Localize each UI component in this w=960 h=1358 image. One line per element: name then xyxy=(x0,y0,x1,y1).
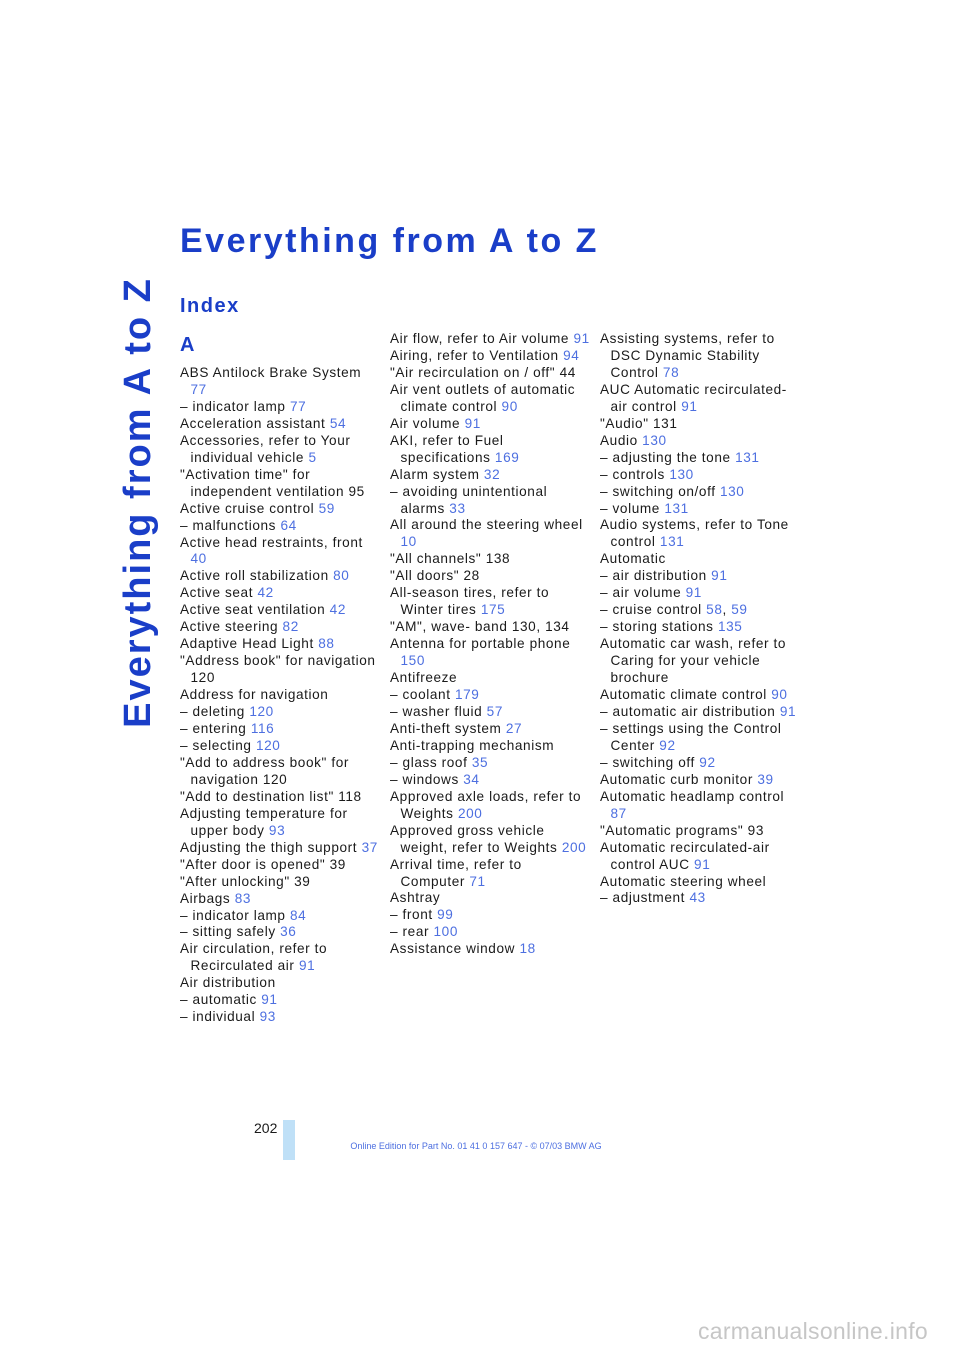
index-entry-text: Automatic car wash, refer to Caring for your vehicle brochure xyxy=(600,636,787,686)
index-entry-text: AUC Automatic recirculated-air control xyxy=(600,381,787,414)
index-entry xyxy=(600,704,800,721)
index-entry-text: – entering xyxy=(180,721,247,737)
index-entry-text: – sitting safely xyxy=(180,924,276,940)
page-reference-link[interactable]: 93 xyxy=(268,822,286,838)
index-entry xyxy=(390,890,590,907)
index-entry xyxy=(600,331,800,382)
index-entry xyxy=(180,636,380,653)
page-reference-link[interactable]: 99 xyxy=(437,907,454,923)
index-entry-text: Automatic steering wheel xyxy=(600,873,767,889)
index-entry-text: – individual xyxy=(180,1009,256,1025)
index-entry xyxy=(180,687,380,704)
index-entry xyxy=(600,484,800,501)
page-reference-link[interactable]: 54 xyxy=(329,415,347,431)
index-entry-text: Anti-theft system xyxy=(390,720,502,736)
page-reference-link[interactable]: 82 xyxy=(282,619,299,635)
index-entry-text: Airbags xyxy=(180,890,231,906)
index-entry-text: – malfunctions xyxy=(180,517,277,533)
index-entry-text: Acceleration assistant xyxy=(180,415,326,431)
page-reference-link[interactable]: 33 xyxy=(449,500,466,516)
page-marker-bar xyxy=(283,1120,295,1160)
index-entry xyxy=(180,467,380,501)
index-entry-text: – storing stations xyxy=(600,619,714,635)
page-reference-link[interactable]: 92 xyxy=(659,737,676,753)
page-reference-link[interactable]: 100 xyxy=(433,924,458,940)
index-entry-text: – air volume xyxy=(600,585,682,601)
index-entry xyxy=(390,755,590,772)
index-entry-text: Active roll stabilization xyxy=(180,568,329,584)
page-reference-link[interactable]: 57 xyxy=(486,703,503,719)
index-entry-text: "All channels" 138 xyxy=(390,551,511,567)
index-entry xyxy=(180,738,380,755)
index-entry xyxy=(600,433,800,450)
page-reference-link[interactable]: 87 xyxy=(610,805,627,821)
index-entry-text: – settings using the Control Center xyxy=(600,720,782,753)
index-entry-text: – windows xyxy=(390,771,459,787)
page-reference-link[interactable]: 34 xyxy=(463,771,480,787)
page-reference-link[interactable]: 18 xyxy=(519,941,536,957)
index-entry xyxy=(180,399,380,416)
index-entry xyxy=(180,806,380,840)
index-entry xyxy=(390,789,590,823)
index-entry xyxy=(390,619,590,636)
page-reference-link[interactable]: 88 xyxy=(318,636,335,652)
online-edition-text: Online Edition for Part No. 01 41 0 157 647 - © 07/03 BMW AG xyxy=(350,1141,602,1151)
page-reference-link[interactable]: 40 xyxy=(190,551,207,567)
page-reference-link[interactable]: 83 xyxy=(234,890,252,906)
index-entry-text: Active seat ventilation xyxy=(180,602,326,618)
index-entry-text: "Audio" 131 xyxy=(600,415,678,431)
index-entry xyxy=(600,874,800,891)
index-entry xyxy=(390,636,590,670)
page-reference-link[interactable]: 131 xyxy=(664,500,689,516)
index-entry-text: Air circulation, refer to Recirculated air xyxy=(180,941,328,974)
index-entry xyxy=(180,602,380,619)
page-reference-link[interactable]: 120 xyxy=(249,704,274,720)
page-reference-link[interactable]: 130 xyxy=(642,432,667,448)
page-reference-link[interactable]: 91 xyxy=(779,703,797,719)
index-entry-text: AKI, refer to Fuel specifications xyxy=(390,432,504,465)
index-entry-text: – adjustment xyxy=(600,890,686,906)
index-entry xyxy=(180,975,380,992)
page-number: 202 xyxy=(254,1120,278,1136)
index-entry xyxy=(180,568,380,585)
index-entry xyxy=(600,501,800,518)
page-reference-link[interactable]: 37 xyxy=(361,839,378,855)
page-reference-link[interactable]: 91 xyxy=(298,958,316,974)
side-tab-title-text: Everything from A to Z xyxy=(116,276,159,728)
page-reference-link[interactable]: 77 xyxy=(289,398,307,414)
index-entry-text: – controls xyxy=(600,466,665,482)
index-entry-text: Alarm system xyxy=(390,466,480,482)
page-reference-link[interactable]: 91 xyxy=(685,585,702,601)
page-reference-link[interactable]: 27 xyxy=(505,720,523,736)
page-reference-link[interactable]: 179 xyxy=(454,687,480,703)
index-entry-text: Accessories, refer to Your individual vehicle xyxy=(180,432,351,465)
index-entry xyxy=(600,551,800,568)
page-reference-link[interactable]: 5 xyxy=(308,449,317,465)
index-entry xyxy=(600,517,800,551)
page-reference-link[interactable]: 39 xyxy=(757,771,774,787)
index-entry xyxy=(390,365,590,382)
index-entry xyxy=(390,670,590,687)
index-entry xyxy=(600,568,800,585)
index-entry-text: ABS Antilock Brake System xyxy=(180,365,362,380)
page-reference-link[interactable]: 150 xyxy=(400,653,425,669)
index-entry xyxy=(390,857,590,891)
index-entry-text: "After door is opened" 39 xyxy=(180,856,346,872)
side-tab-title xyxy=(108,232,168,772)
index-entry-text: Arrival time, refer to Computer xyxy=(390,856,522,889)
index-entry xyxy=(180,704,380,721)
page-reference-link[interactable]: 78 xyxy=(662,364,680,380)
index-entry-text: "Add to destination list" 118 xyxy=(180,788,362,804)
page-reference-link[interactable]: 59 xyxy=(318,500,335,516)
index-entry xyxy=(390,517,590,551)
index-entry xyxy=(390,433,590,467)
section-title: Index xyxy=(180,295,240,317)
page-title: Everything from A to Z xyxy=(180,222,599,260)
index-entry xyxy=(600,789,800,823)
page-reference-link[interactable]: 91 xyxy=(694,856,711,872)
page-reference-link[interactable]: 43 xyxy=(689,890,706,906)
index-entry-text: – coolant xyxy=(390,687,451,703)
page-reference-link[interactable]: 91 xyxy=(573,331,590,346)
index-entry-text: Antenna for portable phone xyxy=(390,636,571,652)
index-entry-text: Automatic recirculated-air control AUC xyxy=(600,839,770,872)
index-entry xyxy=(600,890,800,907)
index-entry-text: Approved gross vehicle weight, refer to Weights xyxy=(390,822,558,855)
index-entry xyxy=(390,907,590,924)
index-entry-text: Audio xyxy=(600,432,638,448)
index-entry-text: Approved axle loads, refer to Weights xyxy=(390,788,582,821)
index-entry-text: "Activation time" for independent ventilation 95 xyxy=(180,466,365,499)
index-entry-text: Active head restraints, front xyxy=(180,534,363,550)
index-entry-text: – switching off xyxy=(600,754,695,770)
page-reference-link[interactable]: 80 xyxy=(333,568,350,584)
index-entry-text: – indicator lamp xyxy=(180,398,286,414)
index-entry xyxy=(600,721,800,755)
index-entry xyxy=(390,484,590,518)
index-entry xyxy=(180,908,380,925)
page-reference-link[interactable]: 84 xyxy=(289,907,307,923)
index-entry xyxy=(600,823,800,840)
index-entry-text: Automatic headlamp control xyxy=(600,788,785,804)
page-reference-link[interactable]: 59 xyxy=(731,602,748,618)
page-reference-link[interactable]: 91 xyxy=(261,992,278,1008)
index-entry xyxy=(180,518,380,535)
page-reference-link[interactable]: 200 xyxy=(561,839,587,855)
index-entry: – cruise control 58, 59 xyxy=(600,602,748,618)
page-reference-link[interactable]: 71 xyxy=(469,873,486,889)
index-entry-text: Air flow, refer to Air volume xyxy=(390,331,570,346)
index-entry xyxy=(390,721,590,738)
index-entry-text: "All doors" 28 xyxy=(390,568,480,584)
page-reference-link[interactable]: 32 xyxy=(483,466,501,482)
page-reference-link[interactable]: 91 xyxy=(711,568,728,584)
page-reference-link[interactable]: 90 xyxy=(501,398,518,414)
page-reference-link[interactable]: 92 xyxy=(699,754,716,770)
index-entry-text: – indicator lamp xyxy=(180,907,286,923)
index-entry xyxy=(600,687,800,704)
page-reference-link[interactable]: 200 xyxy=(457,805,483,821)
index-entry xyxy=(390,941,590,958)
index-entry-text: "Air recirculation on / off" 44 xyxy=(390,364,576,380)
index-entry xyxy=(390,585,590,619)
index-entry-text: – adjusting the tone xyxy=(600,449,731,465)
index-entry xyxy=(390,772,590,789)
index-entry xyxy=(390,467,590,484)
index-entry xyxy=(600,382,800,416)
page-reference-link[interactable]: 93 xyxy=(259,1009,276,1025)
index-entry-text: "Automatic programs" 93 xyxy=(600,822,764,838)
page-reference-link[interactable]: 130 xyxy=(669,466,694,482)
index-entry xyxy=(180,992,380,1009)
index-entry xyxy=(180,789,380,806)
index-entry xyxy=(180,924,380,941)
index-entry xyxy=(390,348,590,365)
index-entry-text: "AM", wave- band 130, 134 xyxy=(390,619,570,635)
index-entry xyxy=(390,331,590,348)
index-entry xyxy=(180,619,380,636)
index-entry xyxy=(180,365,380,399)
page-reference-link[interactable]: 90 xyxy=(771,687,788,703)
page-reference-link[interactable]: 135 xyxy=(717,619,743,635)
page-reference-link[interactable]: 91 xyxy=(464,415,481,431)
index-entry-text: Adjusting temperature for upper body xyxy=(180,805,348,838)
index-entry-text: – air distribution xyxy=(600,568,707,584)
index-entry-text: All around the steering wheel xyxy=(390,517,583,533)
index-entry xyxy=(390,382,590,416)
page-reference-link[interactable]: 58 xyxy=(706,602,723,618)
index-entry xyxy=(600,585,800,602)
index-column-1 xyxy=(180,331,380,1026)
index-entry xyxy=(180,433,380,467)
watermark: carmanualsonline.info xyxy=(697,1318,928,1344)
index-entry-text: Active cruise control xyxy=(180,500,315,516)
index-entry-text: Assistance window xyxy=(390,941,516,957)
index-entry xyxy=(180,891,380,908)
index-entry-text: Air vent outlets of automatic climate control xyxy=(390,381,576,414)
index-entry-text: All-season tires, refer to Winter tires xyxy=(390,585,550,618)
index-entry-text: – glass roof xyxy=(390,754,468,770)
index-entry xyxy=(600,636,800,687)
page-reference-link[interactable]: 116 xyxy=(250,721,275,737)
page-reference-link[interactable]: 42 xyxy=(329,602,346,618)
page-reference-link[interactable]: 77 xyxy=(190,381,207,397)
index-entry xyxy=(180,755,380,789)
page-reference-link[interactable]: 175 xyxy=(480,602,506,618)
index-entry-text: Antifreeze xyxy=(390,670,458,686)
index-entry xyxy=(180,857,380,874)
index-entry xyxy=(180,1009,380,1026)
page-reference-link[interactable]: 130 xyxy=(719,483,745,499)
index-entry-text: Audio systems, refer to Tone control xyxy=(600,517,789,550)
index-entry xyxy=(600,772,800,789)
index-entry xyxy=(180,874,380,891)
index-entry xyxy=(390,568,590,585)
index-entry-text: – front xyxy=(390,907,433,923)
page-reference-link[interactable]: 120 xyxy=(255,737,281,753)
index-entry-text: – cruise control xyxy=(600,602,702,618)
index-entry xyxy=(180,721,380,738)
index-entry-text: Address for navigation xyxy=(180,687,329,703)
index-entry xyxy=(390,704,590,721)
index-entry xyxy=(600,450,800,467)
index-entry-text: – switching on/off xyxy=(600,483,716,499)
index-entry-text: – volume xyxy=(600,500,660,516)
index-entry-text: Active steering xyxy=(180,619,279,635)
index-entry xyxy=(390,738,590,755)
index-entry-text: – deleting xyxy=(180,704,245,720)
index-entry xyxy=(600,467,800,484)
index-entry-text: Adaptive Head Light xyxy=(180,636,314,652)
index-entry-text: Airing, refer to Ventilation xyxy=(390,347,559,363)
index-entry xyxy=(180,535,380,569)
page-reference-link[interactable]: 35 xyxy=(471,754,489,770)
index-entry xyxy=(180,653,380,687)
index-entry-text: – selecting xyxy=(180,737,252,753)
online-edition-note xyxy=(0,1141,960,1151)
index-entry-text: Ashtray xyxy=(390,890,441,906)
index-entry xyxy=(390,416,590,433)
index-entry xyxy=(180,416,380,433)
index-entry-text: – washer fluid xyxy=(390,703,483,719)
index-entry xyxy=(390,924,590,941)
page-reference-link[interactable]: 42 xyxy=(257,585,274,601)
index-entry-text: – automatic air distribution xyxy=(600,703,776,719)
index-entry-text: Assisting systems, refer to DSC Dynamic Stability Control xyxy=(600,331,775,380)
index-column-2 xyxy=(390,331,590,958)
page-reference-link[interactable]: 169 xyxy=(494,449,520,465)
page-reference-link[interactable]: 131 xyxy=(659,534,685,550)
index-letter-heading: A xyxy=(180,334,196,356)
index-entry-text: – automatic xyxy=(180,992,257,1008)
index-entry-text: Automatic curb monitor xyxy=(600,771,753,787)
page-reference-link[interactable]: 131 xyxy=(735,449,760,465)
page-reference-link[interactable]: 94 xyxy=(563,347,580,363)
index-entry-text: "After unlocking" 39 xyxy=(180,873,311,889)
index-entry-text: "Address book" for navigation 120 xyxy=(180,653,376,686)
page-reference-link[interactable]: 91 xyxy=(681,398,698,414)
index-entry xyxy=(390,551,590,568)
index-entry-text: – avoiding unintentional alarms xyxy=(390,483,548,516)
index-entry xyxy=(390,687,590,704)
index-entry-text: Active seat xyxy=(180,585,254,601)
index-entry xyxy=(180,501,380,518)
index-column-3 xyxy=(600,331,800,907)
index-entry xyxy=(180,585,380,602)
index-entry-text: Air volume xyxy=(390,415,461,431)
index-entry xyxy=(390,823,590,857)
index-entry-text: Anti-trapping mechanism xyxy=(390,737,555,753)
index-entry-text: Automatic climate control xyxy=(600,687,767,703)
index-entry xyxy=(600,619,800,636)
index-entry-text: – rear xyxy=(390,924,430,940)
index-entry-text: Automatic xyxy=(600,551,666,567)
index-entry-text: Adjusting the thigh support xyxy=(180,839,358,855)
page-reference-link[interactable]: 64 xyxy=(280,517,297,533)
index-entry xyxy=(600,416,800,433)
index-entry xyxy=(180,941,380,975)
index-entry xyxy=(180,840,380,857)
index-entry-text: Air distribution xyxy=(180,975,276,991)
page-reference-link[interactable]: 10 xyxy=(400,534,417,550)
index-entry-text: "Add to address book" for navigation 120 xyxy=(180,754,349,787)
index-entry xyxy=(600,840,800,874)
index-entry xyxy=(600,755,800,772)
page-reference-link[interactable]: 36 xyxy=(280,924,297,940)
